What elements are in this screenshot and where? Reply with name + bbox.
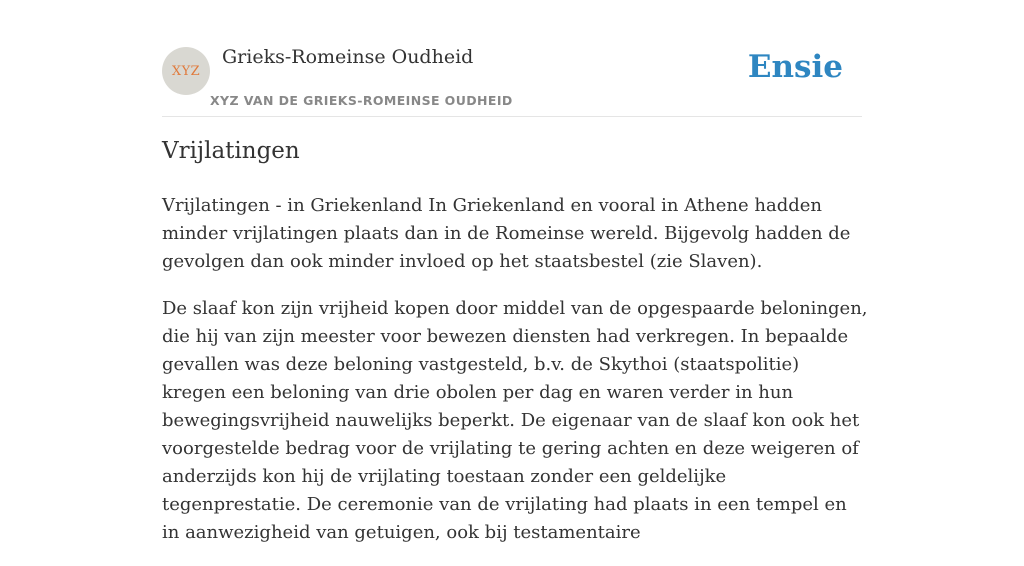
page-title: Vrijlatingen (162, 138, 300, 164)
site-subtitle[interactable]: XYZ VAN DE GRIEKS-ROMEINSE OUDHEID (210, 93, 513, 108)
article-paragraph: De slaaf kon zijn vrijheid kopen door middel van de opgespaarde beloningen, die hij van zijn meester voor bewezen diensten had verkregen. In bepaalde gevallen was deze beloning vastgesteld, b.v. de Skythoi (staatspolitie) kregen een beloning van drie obolen per dag en waren verder in hun bewegingsvrijheid nauwelijks beperkt. De eigenaar van de slaaf kon ook het voorgestelde bedrag voor de vrijlating te gering achten en deze weigeren of anderzijds kon hij de vrijlating toestaan zonder een geldelijke tegenprestatie. De ceremonie van de vrijlating had plaats in een tempel en in aanwezigheid van getuigen, ook bij testamentaire (162, 298, 868, 543)
brand-logo-link[interactable]: Ensie (747, 49, 843, 85)
article-body (162, 192, 868, 566)
avatar[interactable] (162, 47, 210, 95)
article-paragraph: Vrijlatingen - in Griekenland In Griekenland en vooral in Athene hadden minder vrijlatingen plaats dan in de Romeinse wereld. Bijgevolg hadden de gevolgen dan ook minder invloed op het staatsbestel (zie Slaven). (162, 195, 851, 272)
site-title[interactable]: Grieks-Romeinse Oudheid (222, 46, 474, 68)
avatar-text: XYZ (171, 63, 201, 79)
site-header (162, 40, 862, 117)
